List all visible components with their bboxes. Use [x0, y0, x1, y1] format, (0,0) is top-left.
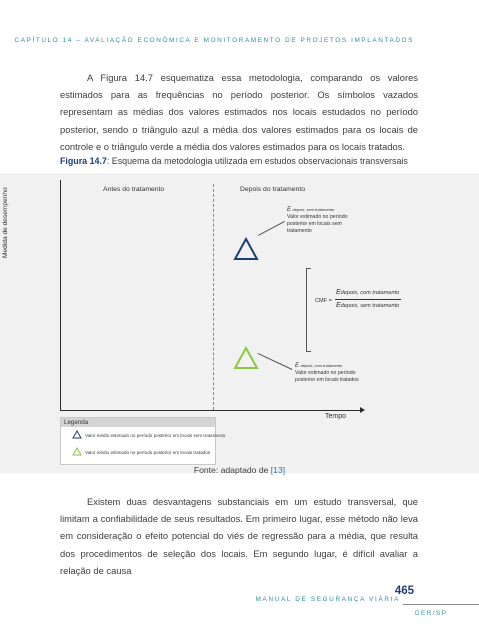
- cmf-bracket: [306, 268, 311, 352]
- after-treatment-label: Depois do tratamento: [240, 186, 305, 193]
- legend-untreated-text: Valor médio estimado no período posterior em locais sem tratamento: [85, 433, 226, 438]
- figure-label: Figura 14.7: [60, 156, 107, 166]
- cmf-formula: [315, 289, 403, 319]
- figure-caption: [60, 156, 408, 166]
- cmf-numerator-subscript: depois, com tratamento: [340, 290, 400, 296]
- figure-caption-text: : Esquema da metodologia utilizada em estudos observacionais transversais: [106, 156, 408, 166]
- cmf-lhs: CMF =: [315, 298, 332, 304]
- cmf-denominator-symbol: E: [336, 302, 341, 309]
- legend-untreated-triangle-icon: [72, 430, 82, 439]
- chapter-header: CAPÍTULO 14 – AVALIAÇÃO ECONÔMICA E MONITORAMENTO DE PROJETOS IMPLANTADOS: [14, 37, 414, 44]
- treated-note-text: Valor estimado no período posterior em locais tratados: [295, 370, 359, 383]
- y-axis-label: Medida de desempenho: [2, 187, 9, 258]
- legend-treated-text: Valor médio estimado no período posterior em locais tratados: [85, 450, 211, 455]
- cmf-denominator-subscript: depois, sem tratamento: [340, 303, 400, 309]
- cmf-numerator: [336, 289, 399, 296]
- cmf-numerator-symbol: E: [336, 289, 341, 296]
- before-treatment-label: Antes do tratamento: [103, 186, 165, 193]
- treated-subscript: depois, com tratamento: [300, 363, 343, 368]
- figure-legend: [60, 417, 216, 465]
- cmf-fraction-bar: [335, 299, 401, 300]
- page-number: 465: [394, 585, 414, 597]
- treatment-divider: [213, 184, 214, 410]
- cmf-denominator: [336, 302, 399, 309]
- treated-triangle-icon: [233, 346, 259, 370]
- untreated-triangle-icon: [233, 237, 259, 261]
- source-reference-link[interactable]: [13]: [270, 465, 286, 475]
- x-axis-label: Tempo: [325, 413, 347, 420]
- treated-symbol: E: [295, 363, 300, 369]
- x-axis: [60, 410, 362, 411]
- x-axis-arrow: [360, 407, 365, 413]
- untreated-note-text: Valor estimado no período posterior em locais sem tratamento: [287, 214, 348, 234]
- treated-estimate-note: [295, 362, 361, 384]
- untreated-estimate-note: [287, 206, 353, 235]
- footer-org: DER/SP: [415, 610, 448, 617]
- footer-divider: [403, 604, 479, 605]
- untreated-subscript: depois, sem tratamento: [292, 207, 335, 212]
- figure-source: [0, 465, 479, 475]
- body-paragraph-2: Existem duas desvantagens substanciais em um estudo transversal, que limitam a confiabilidade de seus resultados. Em primeiro lugar, esse método não leva em consideração o efeito potencial do viés de regressão para a média, que resulta dos procedimentos de seleção dos locais. Em segundo lugar, é difícil avaliar a relação de causa: [60, 496, 418, 576]
- source-prefix: Fonte: adaptado de: [193, 465, 271, 475]
- body-paragraph-1: A Figura 14.7 esquematiza essa metodologia, comparando os valores estimados para as frequências no período posterior. Os símbolos vazados representam as médias dos valores estimados nos locais estudados no período posterior, sendo o triângulo azul a média dos valores estimados para os locais de controle e o triângulo verde a média dos valores estimados para os locais tratados.: [60, 72, 418, 152]
- legend-treated-triangle-icon: [72, 447, 82, 456]
- legend-title: Legenda: [61, 418, 215, 427]
- untreated-symbol: E: [287, 207, 292, 213]
- footer-manual-title: MANUAL DE SEGURANÇA VIÁRIA: [255, 596, 400, 603]
- y-axis: [60, 180, 61, 410]
